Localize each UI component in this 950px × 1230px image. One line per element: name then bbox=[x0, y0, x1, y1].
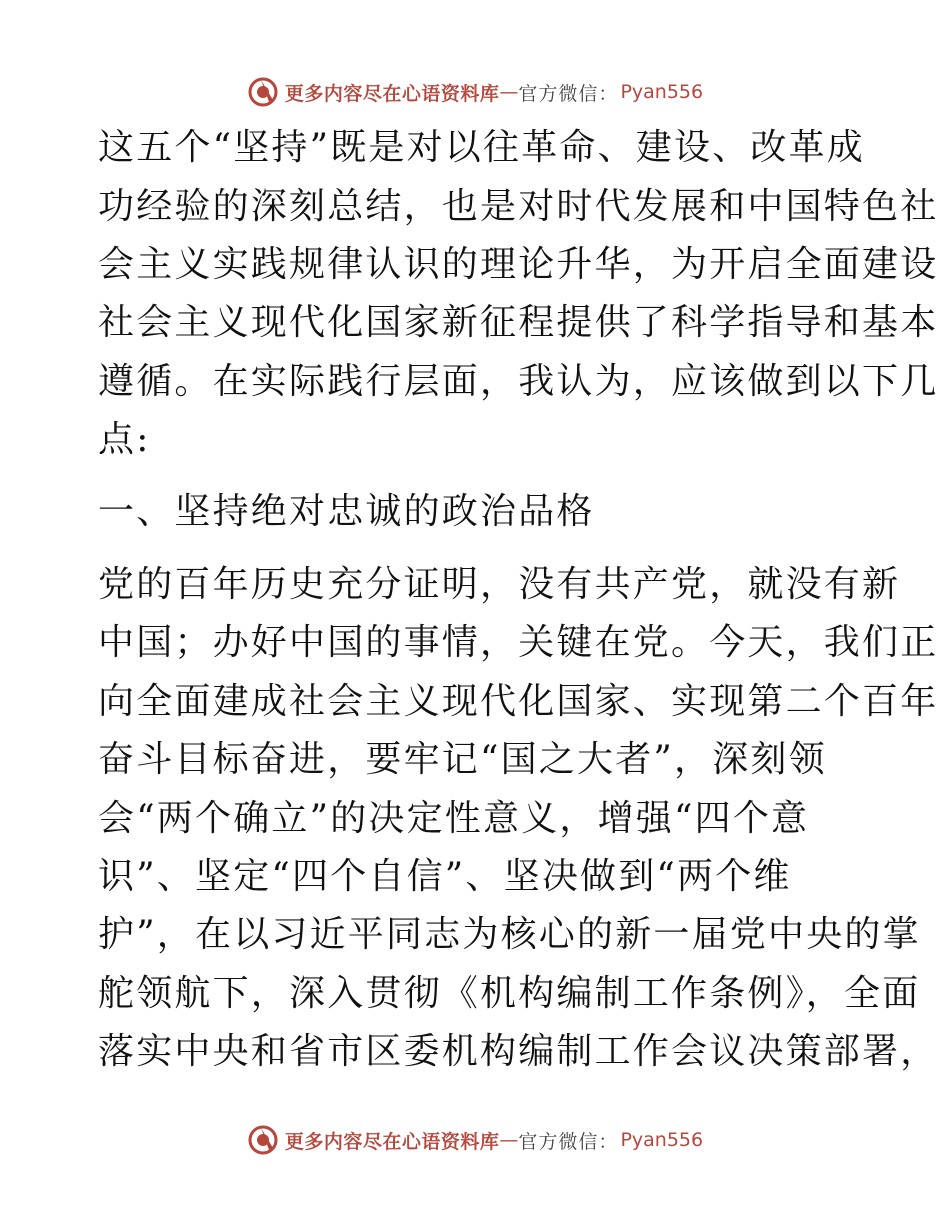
text-line: 这五个“坚持”既是对以往革命、建设、改革成 bbox=[98, 127, 866, 168]
text-line: 功经验的深刻总结，也是对时代发展和中国特色社 bbox=[98, 186, 939, 227]
text-line: 点: bbox=[98, 419, 151, 460]
text-line: 落实中央和省市区委机构编制工作会议决策部署， bbox=[98, 1031, 939, 1072]
text-line: 奋斗目标奋进，要牢记“国之大者”，深刻领 bbox=[98, 739, 827, 780]
text-line: 社会主义现代化国家新征程提供了科学指导和基本 bbox=[98, 302, 939, 343]
text-line: 遵循。在实际践行层面，我认为，应该做到以下几 bbox=[98, 361, 939, 402]
footer-watermark bbox=[0, 1120, 950, 1160]
text-line: 识”、坚定“四个自信”、坚决做到“两个维 bbox=[98, 856, 792, 897]
logo-icon bbox=[247, 76, 279, 108]
watermark-wechat-id: Pyan556 bbox=[620, 81, 704, 103]
text-line: 舵领航下，深入贯彻《机构编制工作条例》，全面 bbox=[98, 973, 921, 1014]
watermark-wechat-id: Pyan556 bbox=[620, 1129, 704, 1151]
text-line: 向全面建成社会主义现代化国家、实现第二个百年 bbox=[98, 681, 939, 722]
header-watermark bbox=[0, 72, 950, 112]
text-line: 党的百年历史充分证明，没有共产党，就没有新 bbox=[98, 564, 901, 605]
text-line: 会主义实践规律认识的理论升华，为开启全面建设 bbox=[98, 244, 939, 285]
logo-icon bbox=[247, 1124, 279, 1156]
text-line: 护”，在以习近平同志为核心的新一届党中央的掌 bbox=[98, 914, 921, 955]
watermark-sub-text: 官方微信： bbox=[518, 1130, 619, 1153]
watermark-dash: — bbox=[499, 1129, 519, 1151]
watermark-sub-text: 官方微信： bbox=[518, 82, 619, 105]
section-heading: 一、坚持绝对忠诚的政治品格 bbox=[98, 491, 595, 532]
watermark-dash: — bbox=[499, 81, 519, 103]
text-line: 中国；办好中国的事情，关键在党。今天，我们正 bbox=[98, 622, 939, 663]
text-line: 会“两个确立”的决定性意义，增强“四个意 bbox=[98, 798, 810, 839]
watermark-main-text: 更多内容尽在心语资料库 bbox=[284, 82, 500, 105]
watermark-main-text: 更多内容尽在心语资料库 bbox=[284, 1130, 500, 1153]
